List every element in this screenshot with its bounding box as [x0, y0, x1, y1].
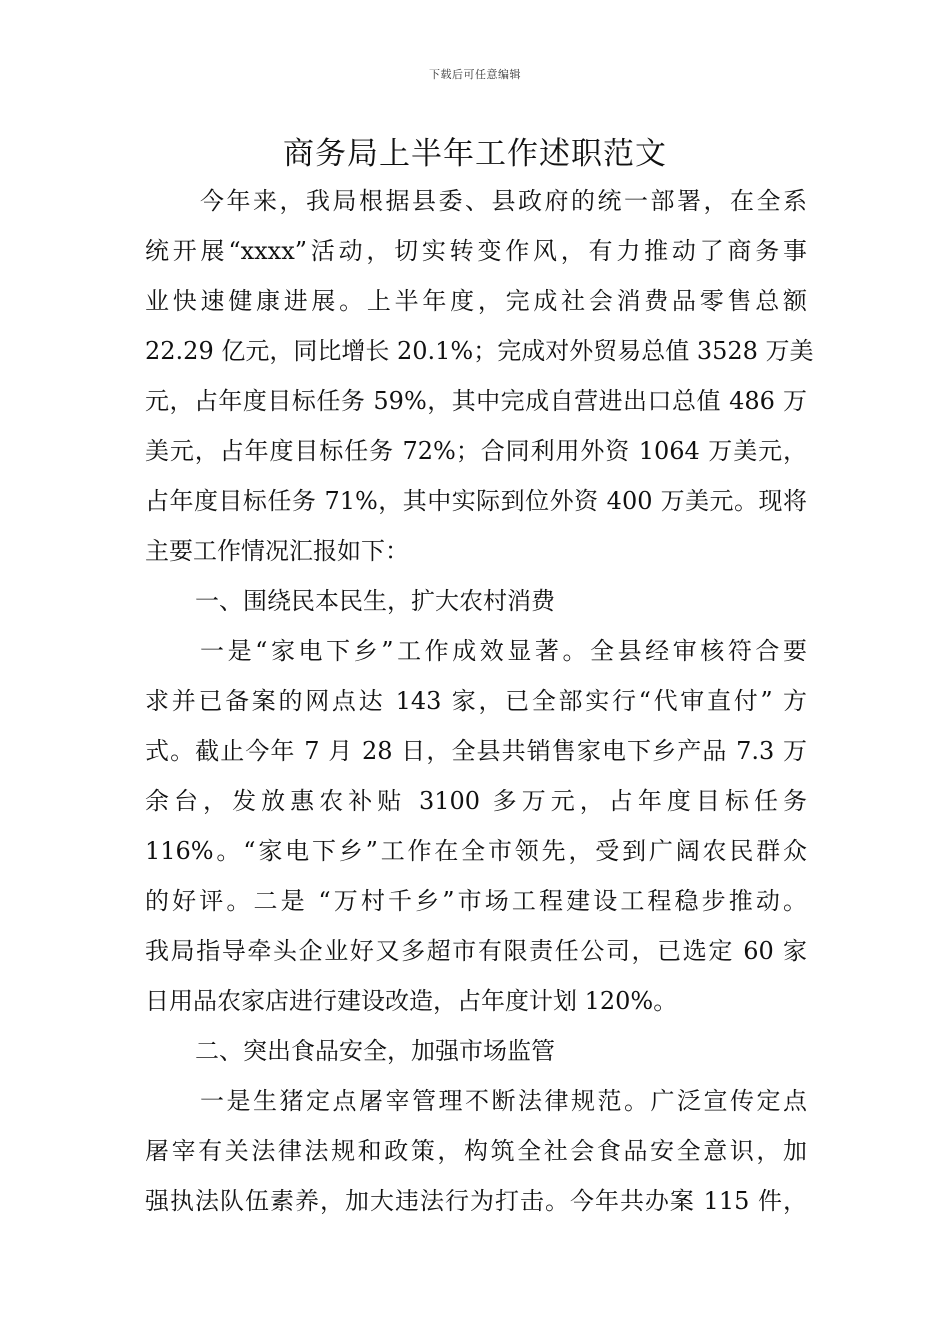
section-heading: 一、围绕民本民生，扩大农村消费 — [195, 587, 555, 615]
paragraph-line: 求并已备案的网点达 143 家，已全部实行“代审直付” 方 — [145, 687, 807, 715]
paragraph-line: 一是“家电下乡”工作成效显著。全县经审核符合要 — [200, 637, 807, 665]
paragraph-line: 元，占年度目标任务 59%，其中完成自营进出口总值 486 万 — [145, 387, 807, 415]
paragraph-line: 22.29 亿元，同比增长 20.1%；完成对外贸易总值 3528 万美 — [145, 337, 814, 365]
paragraph-line: 美元，占年度目标任务 72%；合同利用外资 1064 万美元， — [145, 437, 807, 465]
paragraph-line: 主要工作情况汇报如下： — [145, 537, 409, 565]
document-body — [145, 176, 814, 1226]
paragraph-line: 我局指导牵头企业好又多超市有限责任公司，已选定 60 家 — [145, 937, 807, 965]
document-title: 商务局上半年工作述职范文 — [283, 136, 667, 172]
paragraph-line: 占年度目标任务 71%，其中实际到位外资 400 万美元。现将 — [145, 487, 807, 515]
paragraph-line: 日用品农家店进行建设改造，占年度计划 120%。 — [145, 987, 678, 1015]
header-note: 下载后可任意编辑 — [429, 68, 521, 81]
section-heading: 二、突出食品安全，加强市场监管 — [195, 1037, 555, 1065]
paragraph-line: 式。截止今年 7 月 28 日，全县共销售家电下乡产品 7.3 万 — [145, 737, 807, 765]
paragraph-line: 116%。“家电下乡”工作在全市领先，受到广阔农民群众 — [145, 837, 807, 865]
paragraph-line: 统开展“xxxx”活动，切实转变作风，有力推动了商务事 — [145, 237, 807, 265]
paragraph-line: 屠宰有关法律法规和政策，构筑全社会食品安全意识，加 — [145, 1137, 807, 1165]
paragraph-line: 业快速健康进展。上半年度，完成社会消费品零售总额 — [145, 287, 807, 315]
paragraph-line: 今年来，我局根据县委、县政府的统一部署，在全系 — [200, 187, 807, 215]
paragraph-line: 的好评。二是 “万村千乡”市场工程建设工程稳步推动。 — [145, 887, 807, 915]
paragraph-line: 强执法队伍素养，加大违法行为打击。今年共办案 115 件， — [145, 1187, 807, 1215]
paragraph-line: 一是生猪定点屠宰管理不断法律规范。广泛宣传定点 — [200, 1087, 807, 1115]
paragraph-line: 余台，发放惠农补贴 3100 多万元，占年度目标任务 — [145, 787, 807, 815]
